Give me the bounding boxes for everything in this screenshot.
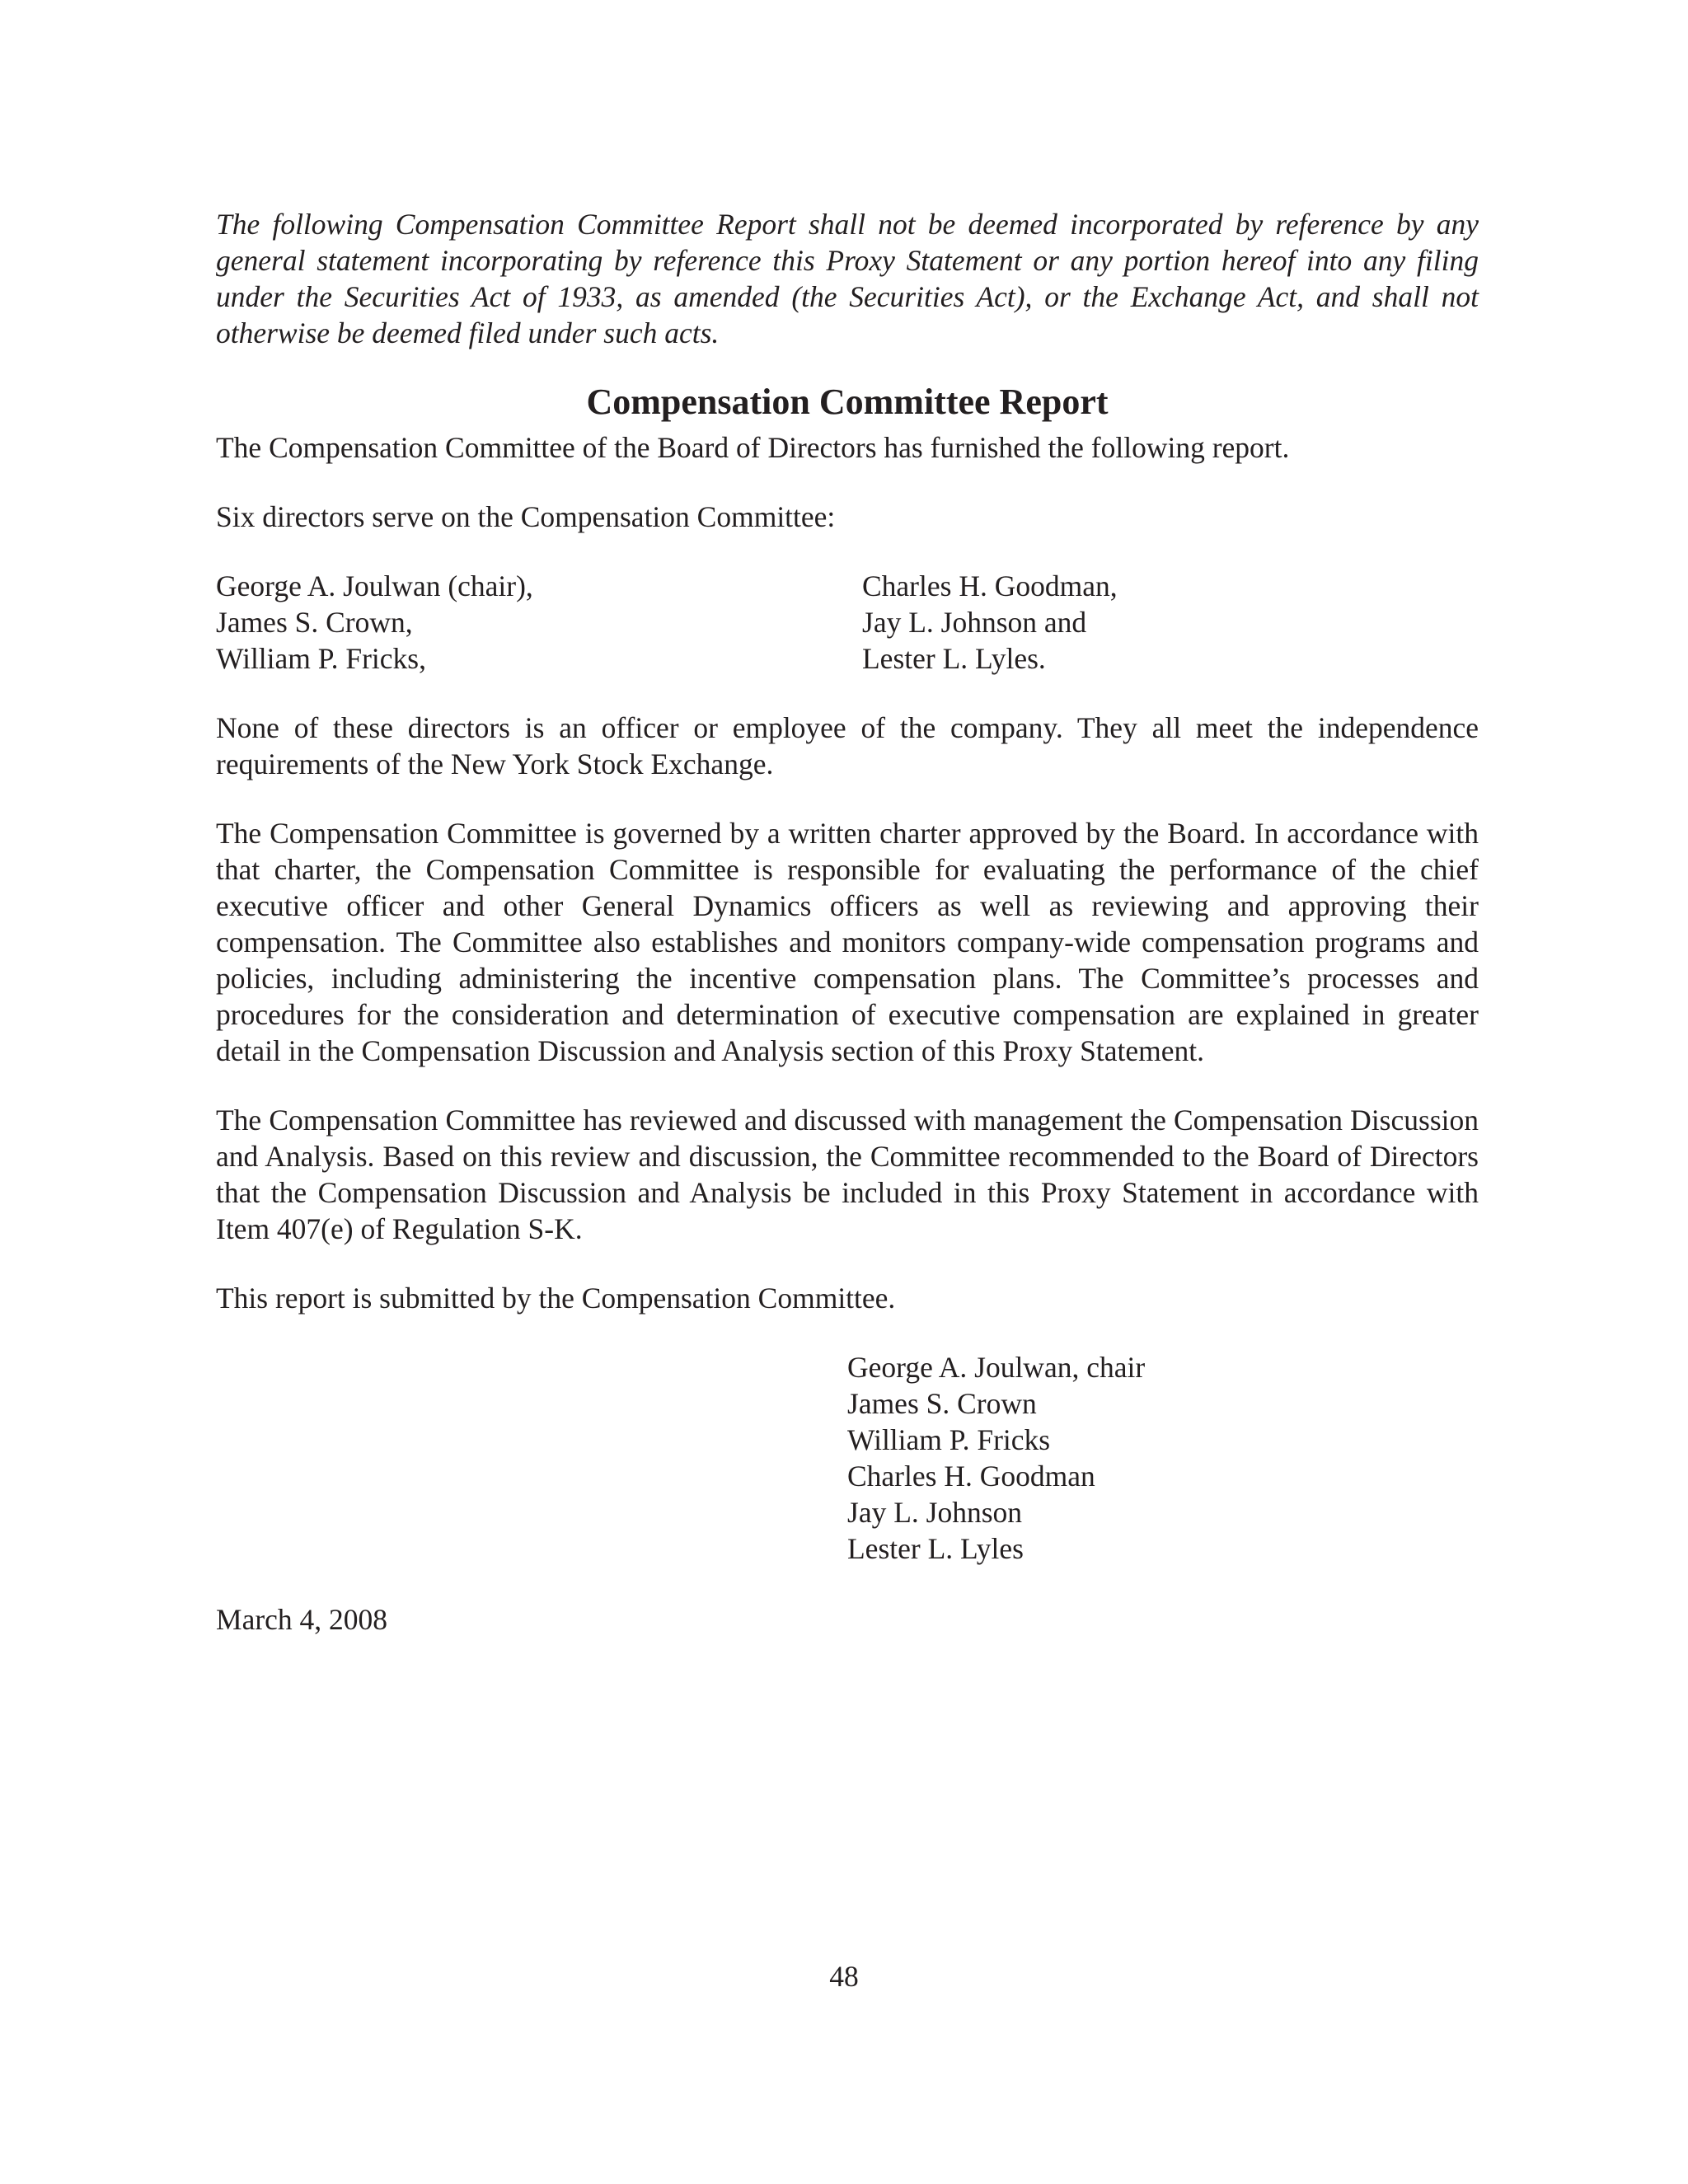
review-paragraph: The Compensation Committee has reviewed and discussed with management the Compensation Discussion and Analysis. Based on this review and discussion, the Committee recommended to the Board of Directors that the Compensation Discussion and Analysis be included in this Proxy Statement in accordance with Item 407(e) of Regulation S-K.: [216, 1104, 1479, 1245]
document-page: [216, 206, 1479, 1638]
intro-paragraph: The Compensation Committee of the Board of Directors has furnished the following report.: [216, 431, 1290, 464]
report-title: Compensation Committee Report: [586, 382, 1109, 422]
signer-name: William P. Fricks: [847, 1423, 1051, 1456]
members-left-column: [216, 568, 862, 677]
members-intro: Six directors serve on the Compensation Committee:: [216, 500, 836, 533]
member-name: William P. Fricks,: [216, 642, 426, 675]
members-right-column: [862, 568, 1118, 677]
member-name: James S. Crown,: [216, 606, 413, 639]
charter-paragraph: The Compensation Committee is governed by a written charter approved by the Board. In accordance with that charter, the Compensation Committee is responsible for evaluating the performance of the chief executive officer and other General Dynamics officers as well as reviewing and approving their compensation. The Committee also establishes and monitors company-wide compensation programs and policies, including administering the incentive compensation plans. The Committee’s processes and procedures for the consideration and determination of executive compensation are explained in greater detail in the Compensation Discussion and Analysis section of this Proxy Statement.: [216, 817, 1479, 1067]
member-name: Charles H. Goodman,: [862, 569, 1118, 602]
signer-name: Lester L. Lyles: [847, 1532, 1024, 1565]
signer-name: George A. Joulwan, chair: [847, 1351, 1146, 1384]
signer-name: Charles H. Goodman: [847, 1460, 1095, 1493]
signers-list: [216, 1349, 1479, 1567]
disclaimer-text: The following Compensation Committee Report shall not be deemed incorporated by reference by any general statement incorporating by reference this Proxy Statement or any portion hereof into any filing under the Securities Act of 1933, as amended (the Securities Act), or the Exchange Act, and shall not otherwise be deemed filed under such acts.: [216, 208, 1479, 349]
member-name: Jay L. Johnson and: [862, 606, 1087, 639]
signer-name: Jay L. Johnson: [847, 1496, 1023, 1529]
signer-name: James S. Crown: [847, 1387, 1037, 1420]
member-name: Lester L. Lyles.: [862, 642, 1046, 675]
report-date: March 4, 2008: [216, 1603, 388, 1636]
page-number: 48: [829, 1960, 859, 1993]
independence-paragraph: None of these directors is an officer or employee of the company. They all meet the independence requirements of the New York Stock Exchange.: [216, 711, 1479, 780]
members-list: [216, 568, 1479, 677]
member-name: George A. Joulwan (chair),: [216, 569, 533, 602]
submission-paragraph: This report is submitted by the Compensation Committee.: [216, 1282, 896, 1315]
